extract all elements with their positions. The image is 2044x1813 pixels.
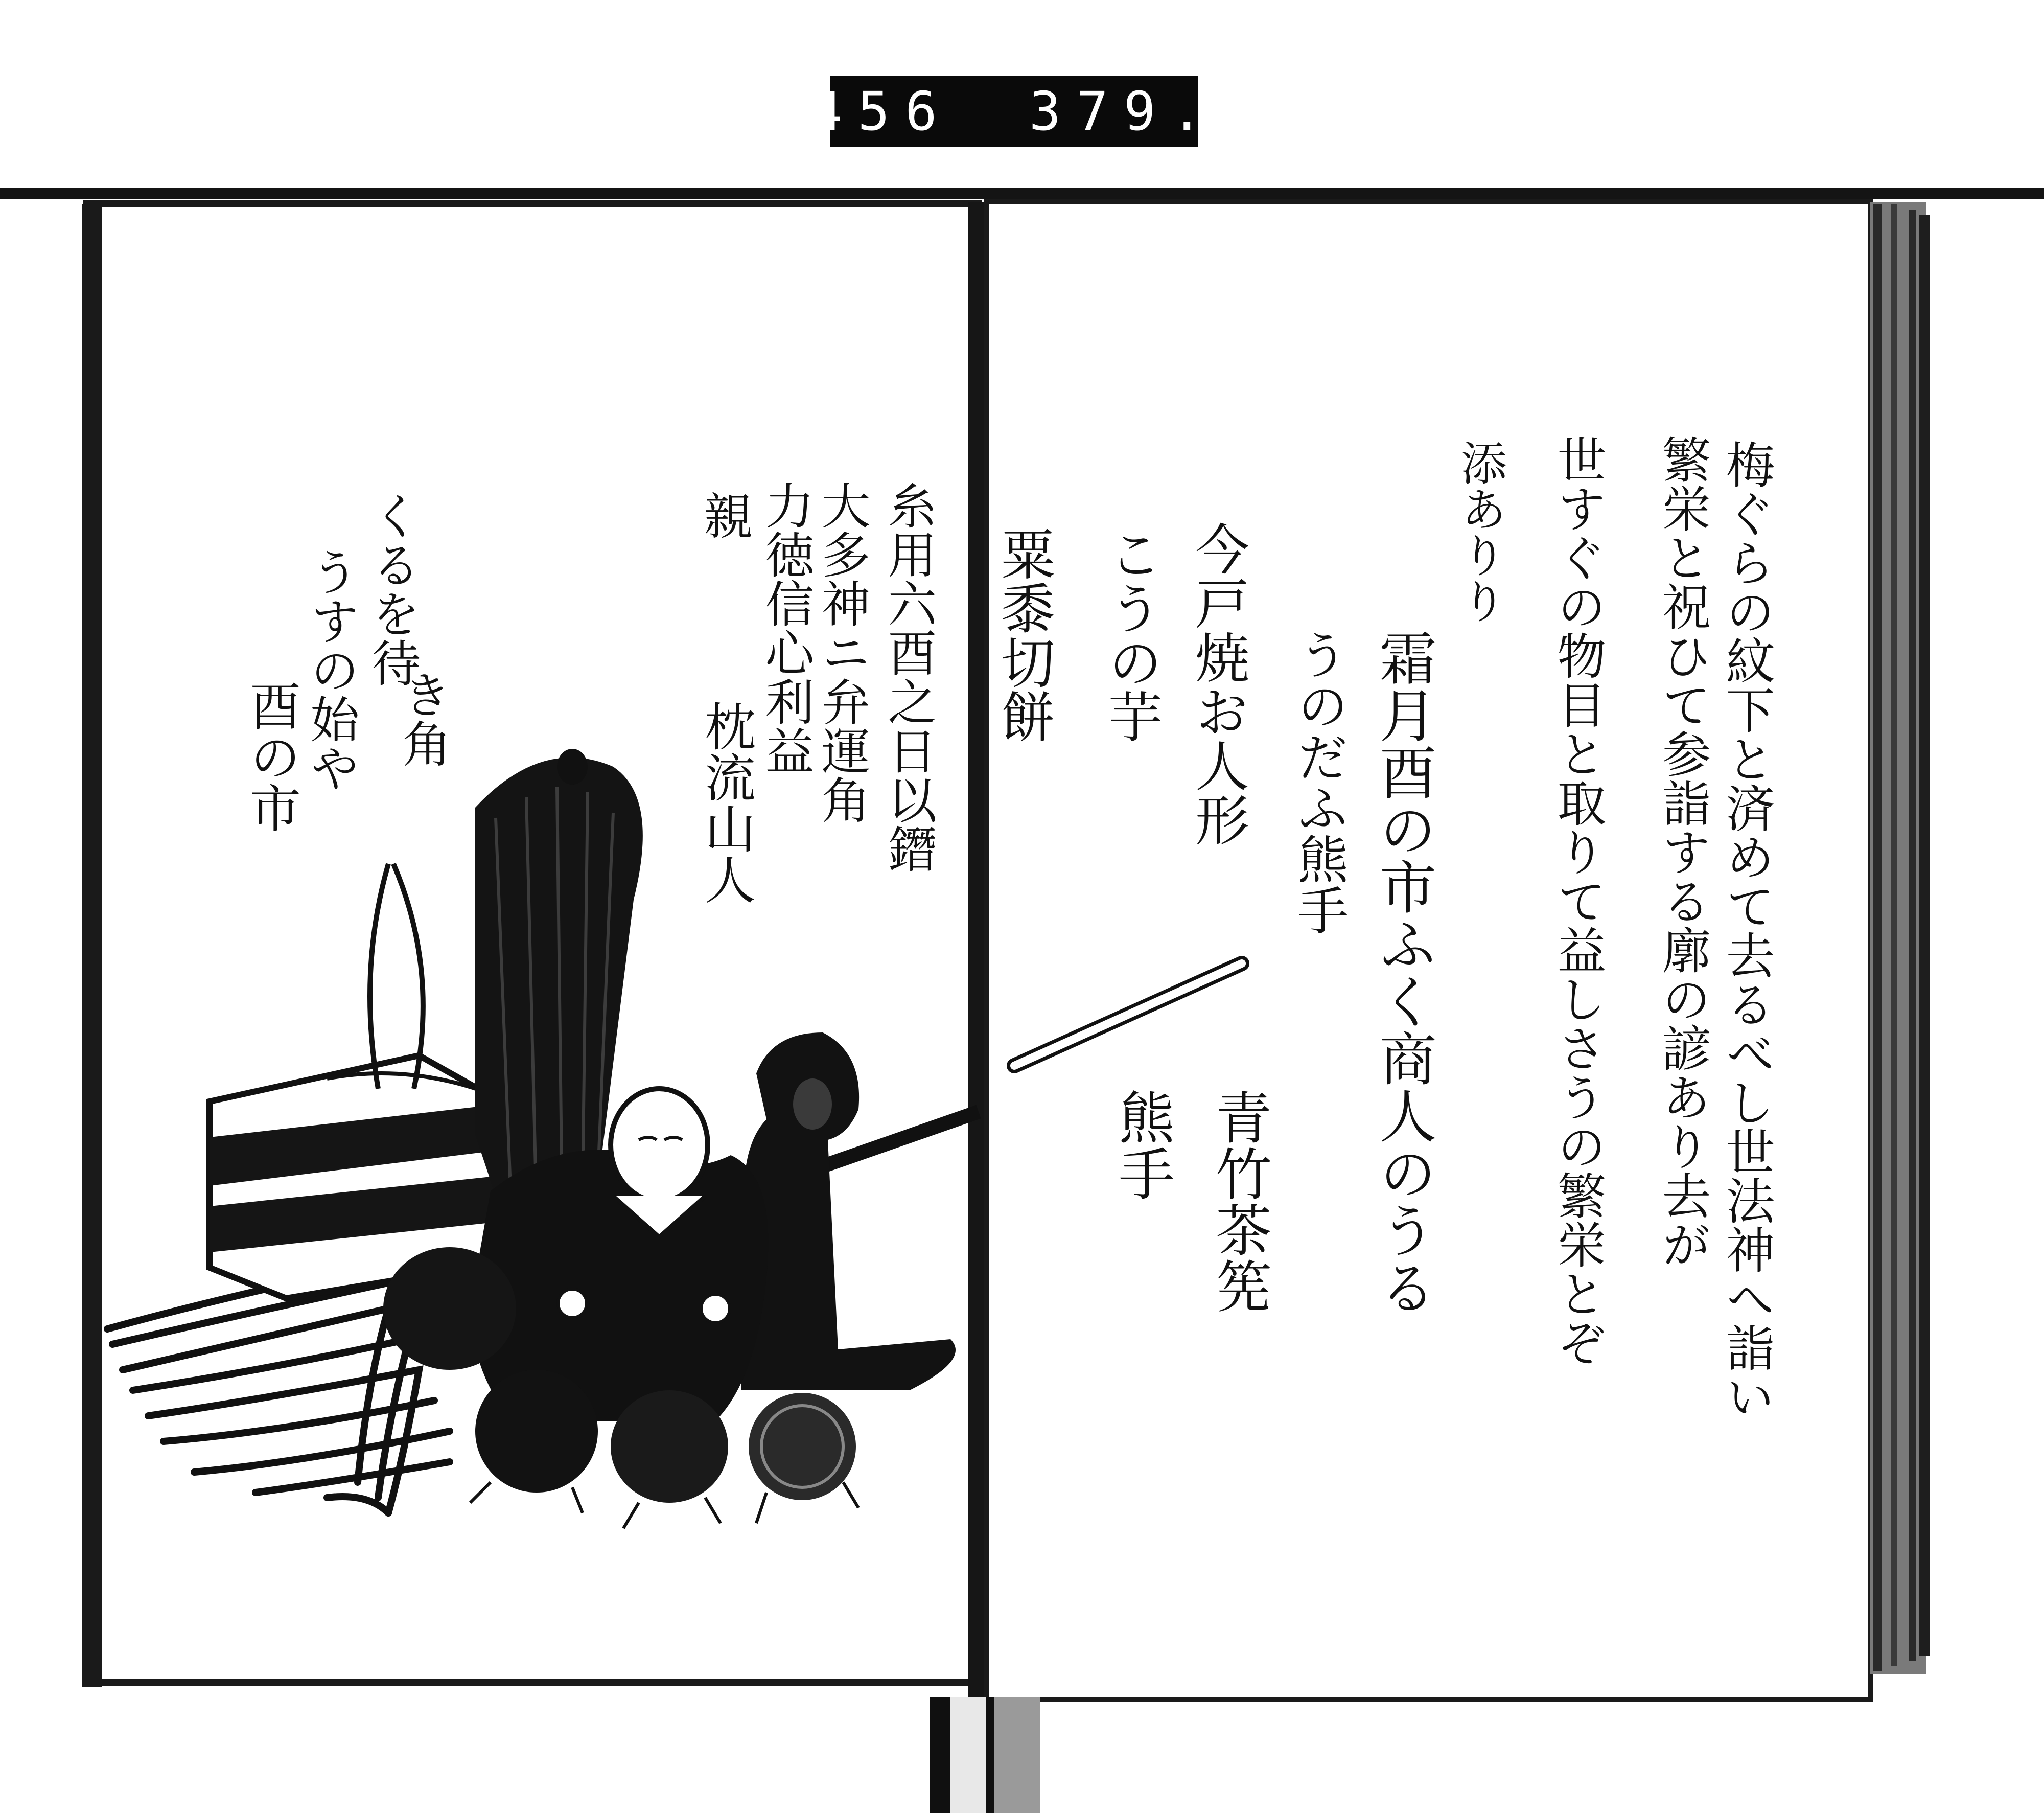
accession-label (810, 76, 1219, 147)
accession-right: 379. (1029, 80, 1219, 143)
accession-left: 456 (810, 80, 953, 143)
text-column: 世すぐの物目と取りて益しさうの繁栄とぞ (1549, 434, 1607, 1367)
haiku-column: うすの始や (303, 547, 360, 792)
text-column: こうの芋 (1100, 526, 1163, 743)
text-column: 熊手 (1109, 1089, 1175, 1201)
text-column: 繁栄と祝ひて参詣する廓の諺あり去が (1654, 434, 1711, 1269)
text-column: 霜月酉の市ふく商人のうる (1370, 629, 1436, 1316)
text-column: 添ありり (1453, 440, 1506, 624)
haiku-column: 酉の市 (241, 680, 301, 833)
scan-rule (0, 188, 2044, 199)
haiku-column: くるを待 (364, 491, 421, 687)
signature: 枕流山人 (696, 700, 756, 905)
text-column: 糸用六酉之日以鐕 (880, 480, 937, 873)
text-column: 親 (696, 491, 753, 540)
text-column: 粟黍切餅 (992, 526, 1055, 743)
gutter (968, 202, 985, 1715)
text-column: うのだふ熊手 (1289, 629, 1349, 935)
text-column: 力徳信心利益 (757, 480, 815, 775)
text-column: 梅ぐらの紋下と済めて去るべし世法神へ詣い (1718, 440, 1775, 1421)
text-column: 大多神ニ弁運角 (814, 480, 871, 824)
text-column: 青竹茶筅 (1206, 1089, 1272, 1314)
haiku-column: き角 (394, 670, 452, 768)
left-binding-edge (82, 204, 102, 1687)
text-column: 今戸焼お人形 (1187, 521, 1249, 846)
